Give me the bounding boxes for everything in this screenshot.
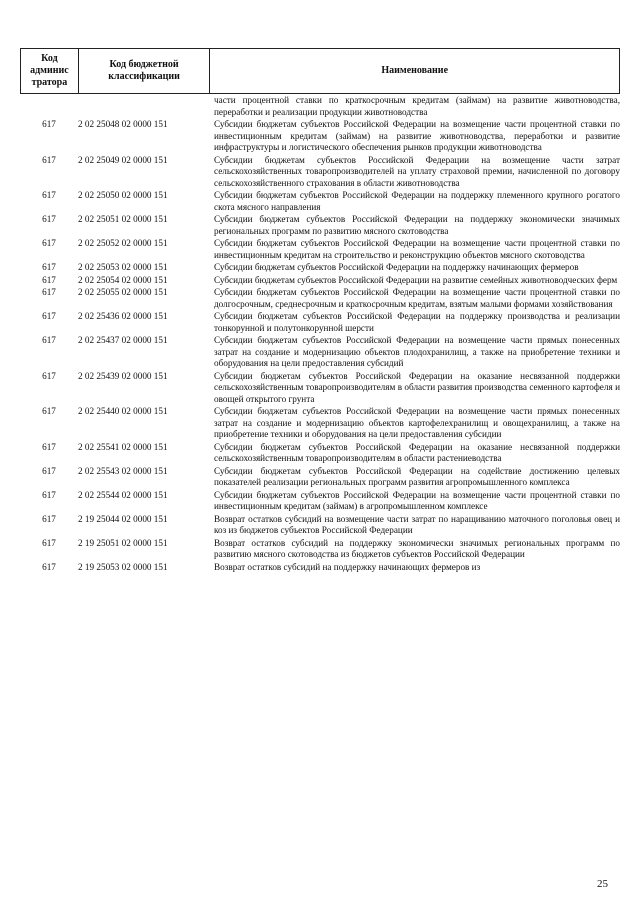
table-row xyxy=(20,466,620,489)
budget-code-cell: 2 02 25436 02 0000 151 xyxy=(78,311,168,321)
name-cell: Субсидии бюджетам субъектов Российской Федерации на развитие семейных животноводческих ферм xyxy=(214,274,618,285)
table-row xyxy=(20,214,620,237)
table-row xyxy=(20,371,620,406)
admin-code-cell: 617 xyxy=(42,311,56,321)
header-budget-code: Код бюджетной классификации xyxy=(79,49,211,93)
budget-code-cell: 2 02 25049 02 0000 151 xyxy=(78,154,168,165)
name-cell: Субсидии бюджетам субъектов Российской Федерации на возмещение части процентной ставки по долгосрочным, среднесрочным и краткосрочным кредитам, взятым малыми формами хозяйствования xyxy=(214,287,620,309)
name-cell: Субсидии бюджетам субъектов Российской Федерации на поддержку племенного крупного рогатого скота мясного направления xyxy=(214,190,620,212)
budget-code-cell: 2 02 25051 02 0000 151 xyxy=(78,214,168,224)
name-cell: Субсидии бюджетам субъектов Российской Федерации на возмещение части процентной ставки по инвестиционным кредитам (займам) в агропромышленном комплексе xyxy=(214,489,620,511)
table-row xyxy=(20,155,620,190)
continuation-text: части процентной ставки по краткосрочным кредитам (займам) на развитие животноводства, переработки и реализации продукции животноводства xyxy=(214,95,620,117)
admin-code-cell: 617 xyxy=(42,238,56,248)
table-row xyxy=(20,287,620,310)
page-number: 25 xyxy=(597,878,608,890)
admin-code-cell: 617 xyxy=(42,489,56,500)
admin-code-cell: 617 xyxy=(42,561,56,572)
table-row xyxy=(20,190,620,213)
name-cell: Субсидии бюджетам субъектов Российской Федерации на возмещение части процентной ставки по инвестиционным кредитам (займам) на развитие животноводства, переработки и развитие инфраструктуры и логистического обеспечения рынков продукции животноводства xyxy=(214,119,620,152)
name-cell: Субсидии бюджетам субъектов Российской Федерации на содействие достижению целевых показателей реализации региональных программ развития агропромышленного комплекса xyxy=(214,465,620,487)
table-row xyxy=(20,275,620,287)
admin-code-cell: 617 xyxy=(42,154,56,165)
table-row xyxy=(20,538,620,561)
table-row xyxy=(20,406,620,441)
budget-code-cell: 2 02 25054 02 0000 151 xyxy=(78,274,168,285)
budget-code-cell: 2 19 25053 02 0000 151 xyxy=(78,561,168,572)
name-cell: Возврат остатков субсидий на поддержку начинающих фермеров из xyxy=(214,561,481,572)
table-body xyxy=(20,119,620,573)
table-header xyxy=(20,48,620,94)
table-row xyxy=(20,562,620,574)
name-cell: Субсидии бюджетам субъектов Российской Федерации на возмещение части затрат сельскохозяйственных товаропроизводителей на уплату страховой премии, начисленной по договору сельскохозяйственного страхования в области животноводства xyxy=(214,154,620,188)
name-cell: Возврат остатков субсидий на поддержку экономически значимых региональных программ по развитию мясного скотоводства из бюджетов субъектов Российской Федерации xyxy=(214,537,620,559)
name-cell: Субсидии бюджетам субъектов Российской Федерации на оказание несвязанной поддержки сельскохозяйственным товаропроизводителям в области растениеводства xyxy=(214,441,620,463)
admin-code-cell: 617 xyxy=(42,465,56,476)
name-cell: Субсидии бюджетам субъектов Российской Федерации на оказание несвязанной поддержки сельскохозяйственным товаропроизводителям в области развития производства семенного картофеля и овощей открытого грунта xyxy=(214,370,620,404)
table-row xyxy=(20,490,620,513)
budget-code-cell: 2 02 25052 02 0000 151 xyxy=(78,238,168,248)
name-cell: Субсидии бюджетам субъектов Российской Федерации на возмещение части прямых понесенных затрат на создание и модернизацию объектов плодохранилищ, а также на приобретение техники и оборудования на цели предоставления субсидий xyxy=(214,335,620,368)
admin-code-cell: 617 xyxy=(42,262,56,272)
budget-code-cell: 2 02 25541 02 0000 151 xyxy=(78,441,168,452)
table-row xyxy=(20,514,620,537)
admin-code-cell: 617 xyxy=(42,406,56,416)
admin-code-cell: 617 xyxy=(42,287,56,297)
budget-code-cell: 2 02 25055 02 0000 151 xyxy=(78,287,168,297)
budget-code-cell: 2 02 25053 02 0000 151 xyxy=(78,262,168,272)
budget-code-cell: 2 02 25544 02 0000 151 xyxy=(78,489,168,500)
table-row xyxy=(20,442,620,465)
budget-code-cell: 2 02 25439 02 0000 151 xyxy=(78,370,168,381)
budget-code-cell: 2 02 25048 02 0000 151 xyxy=(78,119,168,129)
name-cell: Субсидии бюджетам субъектов Российской Федерации на поддержку производства и реализации тонкорунной и полутонкорунной шерсти xyxy=(214,311,620,333)
admin-code-cell: 617 xyxy=(42,537,56,548)
admin-code-cell: 617 xyxy=(42,274,56,285)
admin-code-cell: 617 xyxy=(42,214,56,224)
budget-code-cell: 2 19 25044 02 0000 151 xyxy=(78,513,168,524)
name-cell: Возврат остатков субсидий на возмещение части затрат по наращиванию маточного поголовья овец и коз из бюджетов субъектов Российской Федерации xyxy=(214,513,620,535)
admin-code-cell: 617 xyxy=(42,441,56,452)
admin-code-cell: 617 xyxy=(42,513,56,524)
budget-code-cell: 2 02 25437 02 0000 151 xyxy=(78,335,168,345)
admin-code-cell: 617 xyxy=(42,119,56,129)
name-cell: Субсидии бюджетам субъектов Российской Федерации на поддержку начинающих фермеров xyxy=(214,262,579,272)
table-row xyxy=(20,335,620,370)
header-admin-code: Код админис тратора xyxy=(21,49,79,93)
table-row xyxy=(20,238,620,261)
admin-code-cell: 617 xyxy=(42,370,56,381)
header-name: Наименование xyxy=(381,65,449,76)
admin-code-cell: 617 xyxy=(42,190,56,200)
budget-code-cell: 2 02 25440 02 0000 151 xyxy=(78,406,168,416)
name-cell: Субсидии бюджетам субъектов Российской Федерации на возмещение части прямых понесенных затрат на создание и модернизацию объектов картофелехранилищ и овощехранилищ, а также на приобретение техники и оборудования на цели предоставления субсидии xyxy=(214,406,620,439)
budget-code-cell: 2 19 25051 02 0000 151 xyxy=(78,537,168,548)
budget-code-cell: 2 02 25543 02 0000 151 xyxy=(78,465,168,476)
table-row xyxy=(20,262,620,274)
budget-code-cell: 2 02 25050 02 0000 151 xyxy=(78,190,168,200)
name-cell: Субсидии бюджетам субъектов Российской Федерации на поддержку экономически значимых региональных программ по развитию мясного скотоводства xyxy=(214,214,620,236)
table-row xyxy=(20,119,620,154)
table-row xyxy=(20,311,620,334)
budget-table xyxy=(20,48,620,573)
admin-code-cell: 617 xyxy=(42,335,56,345)
name-cell: Субсидии бюджетам субъектов Российской Федерации на возмещение части процентной ставки по инвестиционным кредитам на строительство и реконструкцию объектов мясного скотоводства xyxy=(214,238,620,260)
